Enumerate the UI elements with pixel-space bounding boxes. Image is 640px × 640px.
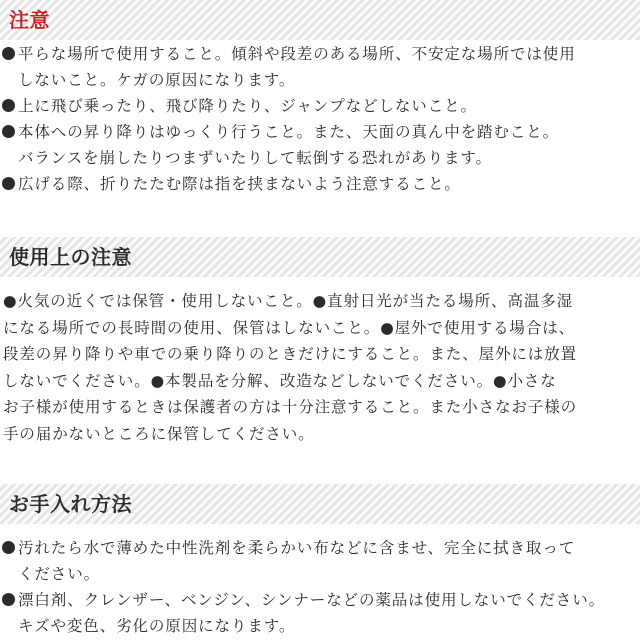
caution-item-line: 上に飛び乗ったり、飛び降りたり、ジャンプなどしないこと。	[18, 97, 477, 115]
usage-notes-title: 使用上の注意	[9, 245, 132, 269]
caution-title: 注意	[9, 8, 50, 32]
usage-notes-header	[0, 237, 640, 277]
bullet-icon	[2, 47, 15, 60]
caution-item-line: 本体への昇り降りはゆっくり行うこと。また、天面の真ん中を踏むこと。	[18, 123, 560, 141]
care-list	[0, 535, 640, 639]
usage-notes-line: になる場所での長時間の使用、保管はしないこと。●屋外で使用する場合は、	[3, 318, 576, 337]
caution-item	[0, 119, 640, 171]
caution-header	[0, 0, 640, 40]
caution-item-line: 広げる際、折りたたむ際は指を挟まないよう注意すること。	[18, 175, 461, 193]
caution-item	[0, 93, 640, 119]
caution-list	[0, 41, 640, 197]
care-item	[0, 587, 640, 639]
care-item	[0, 535, 640, 587]
usage-notes-line: しないでください。●本製品を分解、改造などしないでください。●小さな	[3, 371, 557, 390]
caution-item-line: しないこと。ケガの原因になります。	[18, 71, 296, 89]
caution-item-line: バランスを崩したりつまずいたりして転倒する恐れがあります。	[18, 149, 492, 167]
usage-notes-body	[0, 288, 640, 447]
bullet-icon	[2, 593, 15, 606]
caution-item	[0, 41, 640, 93]
caution-item	[0, 171, 640, 197]
care-item-line: 漂白剤、クレンザー、ベンジン、シンナーなどの薬品は使用しないでください。	[18, 591, 605, 609]
usage-notes-line: 段差の昇り降りや車での乗り降りのときだけにすること。また、屋外には放置	[3, 345, 578, 363]
bullet-icon	[2, 99, 15, 112]
usage-notes-line: ●火気の近くでは保管・使用しないこと。●直射日光が当たる場所、高温多湿	[3, 292, 574, 310]
care-item-line: 汚れたら水で薄めた中性洗剤を柔らかい布などに含ませ、完全に拭き取って	[18, 539, 576, 557]
care-title: お手入れ方法	[9, 492, 132, 516]
bullet-icon	[2, 541, 15, 554]
caution-body	[0, 41, 640, 197]
caution-item-line: 平らな場所で使用すること。傾斜や段差のある場所、不安定な場所では使用	[18, 45, 576, 63]
usage-notes-line: 手の届かないところに保管してください。	[3, 424, 315, 443]
care-body	[0, 535, 640, 639]
care-header	[0, 484, 640, 524]
bullet-icon	[2, 125, 15, 138]
care-item-line: ください。	[18, 565, 101, 583]
bullet-icon	[2, 177, 15, 190]
care-item-line: キズや変色、劣化の原因になります。	[18, 617, 296, 635]
usage-notes-line: お子様が使用するときは保護者の方は十分注意すること。また小さなお子様の	[3, 398, 578, 416]
